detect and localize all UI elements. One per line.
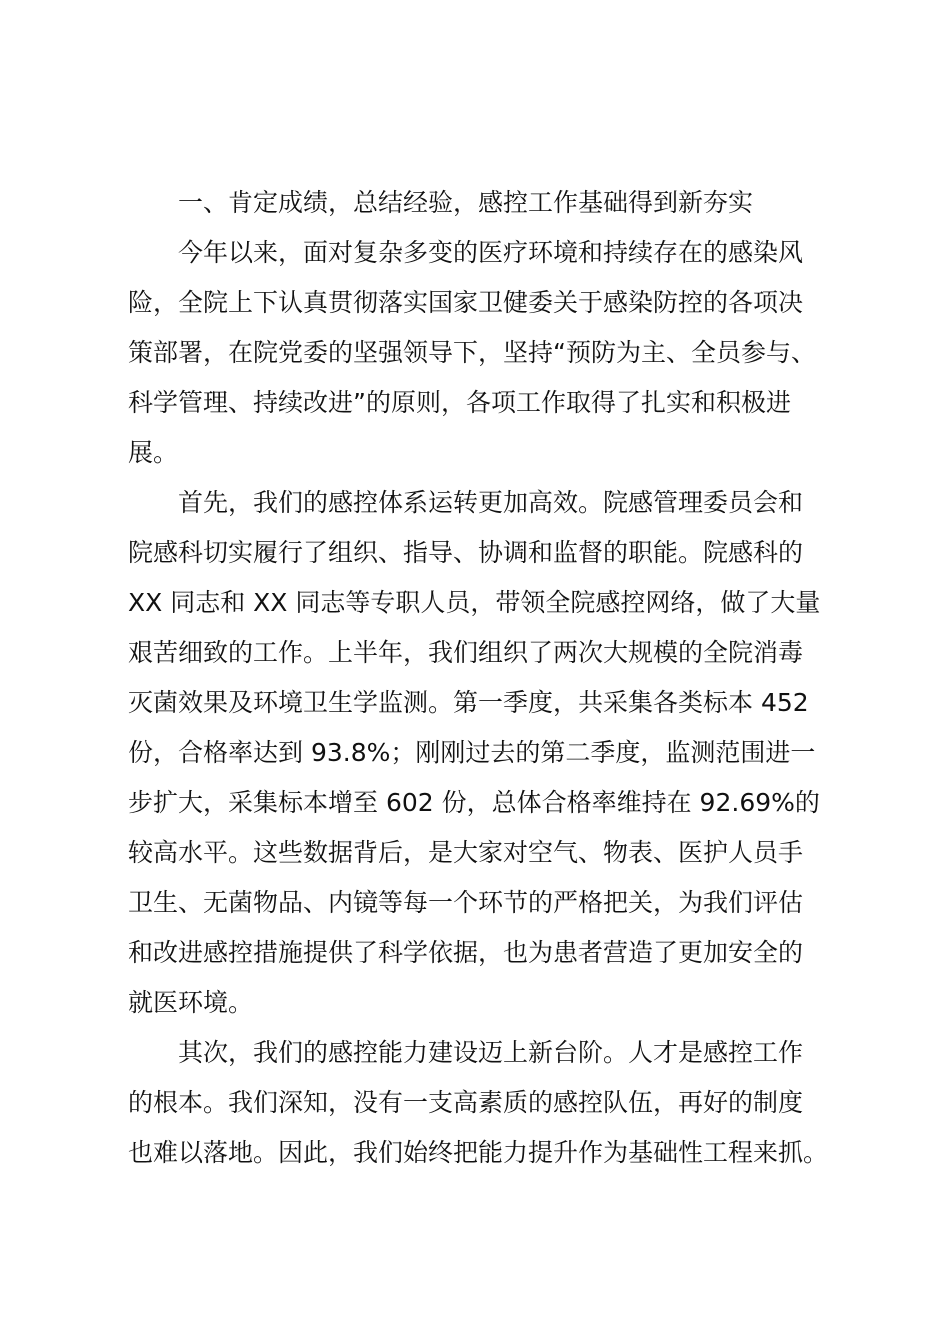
paragraph-line: 灭菌效果及环境卫生学监测。第一季度，共采集各类标本 452 <box>128 688 809 717</box>
paragraph-line: 份，合格率达到 93.8%；刚刚过去的第二季度，监测范围进一 <box>128 738 816 767</box>
document-body <box>128 178 838 1178</box>
paragraph-3 <box>128 1028 838 1178</box>
paragraph-line: XX 同志和 XX 同志等专职人员，带领全院感控网络，做了大量 <box>128 588 821 617</box>
paragraph-line: 艰苦细致的工作。上半年，我们组织了两次大规模的全院消毒 <box>128 638 804 667</box>
paragraph-line: 较高水平。这些数据背后，是大家对空气、物表、医护人员手 <box>128 838 804 867</box>
paragraph-line: 就医环境。 <box>128 988 254 1017</box>
paragraph-line: 险，全院上下认真贯彻落实国家卫健委关于感染防控的各项决 <box>128 288 804 317</box>
paragraph-1 <box>128 228 838 478</box>
paragraph-line: 步扩大，采集标本增至 602 份，总体合格率维持在 92.69%的 <box>128 788 820 817</box>
section-heading: 一、肯定成绩，总结经验，感控工作基础得到新夯实 <box>178 188 754 217</box>
paragraph-line: 也难以落地。因此，我们始终把能力提升作为基础性工程来抓。 <box>128 1138 829 1167</box>
paragraph-line: 院感科切实履行了组织、指导、协调和监督的职能。院感科的 <box>128 538 804 567</box>
paragraph-line: 展。 <box>128 438 179 467</box>
paragraph-line: 和改进感控措施提供了科学依据，也为患者营造了更加安全的 <box>128 938 804 967</box>
paragraph-line: 策部署，在院党委的坚强领导下，坚持“预防为主、全员参与、 <box>128 338 816 367</box>
paragraph-line: 其次，我们的感控能力建设迈上新台阶。人才是感控工作 <box>178 1038 804 1067</box>
paragraph-line: 今年以来，面对复杂多变的医疗环境和持续存在的感染风 <box>178 238 804 267</box>
paragraph-2 <box>128 478 838 1028</box>
paragraph-line: 首先，我们的感控体系运转更加高效。院感管理委员会和 <box>178 488 804 517</box>
paragraph-line: 的根本。我们深知，没有一支高素质的感控队伍，再好的制度 <box>128 1088 804 1117</box>
paragraph-line: 科学管理、持续改进”的原则，各项工作取得了扎实和积极进 <box>128 388 791 417</box>
paragraph-line: 卫生、无菌物品、内镜等每一个环节的严格把关，为我们评估 <box>128 888 804 917</box>
